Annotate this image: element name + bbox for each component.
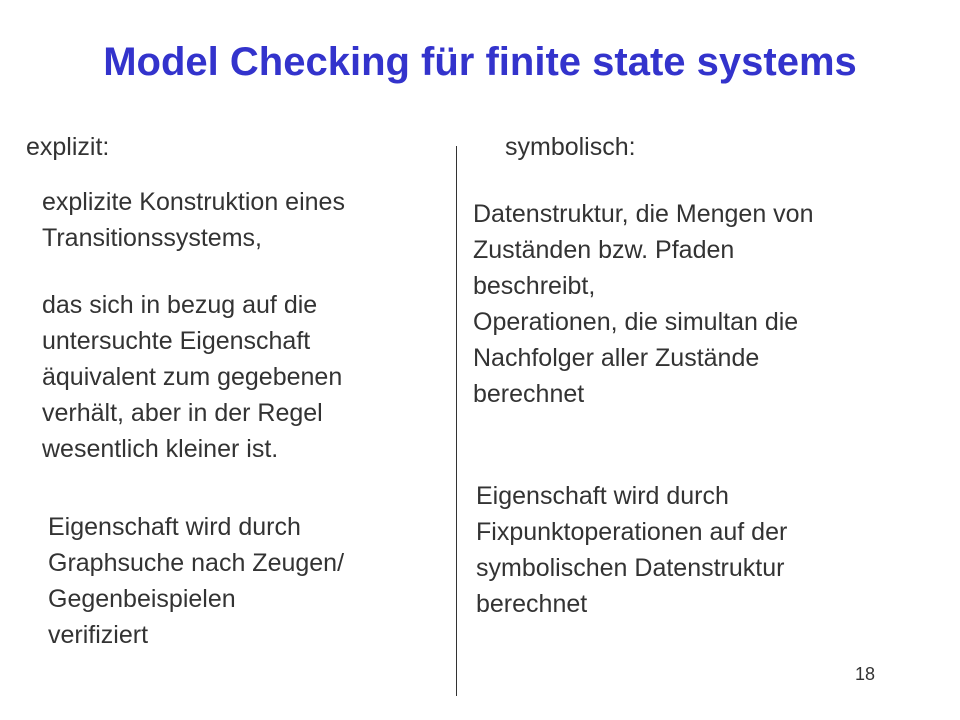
left-heading: explizit:: [26, 133, 110, 161]
slide-title: Model Checking für finite state systems: [103, 40, 857, 84]
right-block-data-structure: Datenstruktur, die Mengen von Zuständen bzw. Pfaden beschreibt, Operationen, die simultan die Nachfolger aller Zustände berechnet: [473, 200, 814, 408]
page-number: 18: [855, 664, 876, 684]
left-block-graph-search: Eigenschaft wird durch Graphsuche nach Zeugen/ Gegenbeispielen verifiziert: [48, 513, 345, 649]
right-heading: symbolisch:: [505, 133, 636, 161]
left-block-equivalence: das sich in bezug auf die untersuchte Eigenschaft äquivalent zum gegebenen verhält, aber in der Regel wesentlich kleiner ist.: [42, 291, 343, 463]
right-block-fixpoint: Eigenschaft wird durch Fixpunktoperationen auf der symbolischen Datenstruktur berechnet: [476, 482, 788, 618]
left-block-construction: explizite Konstruktion eines Transitionssystems,: [42, 188, 345, 252]
column-divider: [456, 146, 457, 696]
